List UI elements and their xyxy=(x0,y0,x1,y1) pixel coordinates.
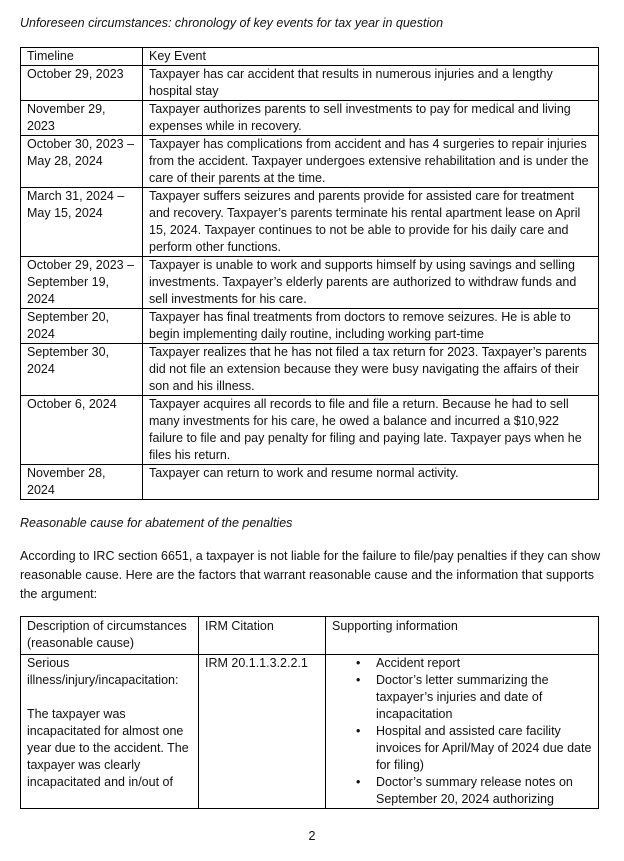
description-cell xyxy=(21,655,199,809)
table-row xyxy=(21,66,599,101)
table-header-row xyxy=(21,617,599,655)
description-title: Serious illness/injury/incapacitation: xyxy=(27,656,179,687)
table-row xyxy=(21,101,599,136)
key-event-cell: Taxpayer has final treatments from doctors to remove seizures. He is able to begin implementing daily routine, including working part-time xyxy=(143,309,599,344)
column-header-timeline: Timeline xyxy=(21,48,143,66)
table-row xyxy=(21,188,599,257)
reasonable-cause-table xyxy=(20,616,599,809)
section-heading-reasonable-cause: Reasonable cause for abatement of the penalties xyxy=(20,516,293,530)
timeline-cell: November 29, 2023 xyxy=(21,101,143,136)
page-number: 2 xyxy=(308,829,316,843)
table-header-row xyxy=(21,48,599,66)
list-item: • Doctor’s summary release notes on September 20, 2024 authorizing xyxy=(376,774,592,808)
timeline-cell: September 30, 2024 xyxy=(21,344,143,396)
timeline-cell: October 30, 2023 – May 28, 2024 xyxy=(21,136,143,188)
column-header-supporting-info: Supporting information xyxy=(326,617,599,655)
supporting-info-list xyxy=(332,655,592,808)
list-item: • Hospital and assisted care facility invoices for April/May of 2024 due date for filing) xyxy=(376,723,592,774)
key-event-cell: Taxpayer can return to work and resume normal activity. xyxy=(143,465,599,500)
column-header-irm-citation: IRM Citation xyxy=(199,617,326,655)
table-row xyxy=(21,309,599,344)
key-event-cell: Taxpayer realizes that he has not filed a tax return for 2023. Taxpayer’s parents did not file an extension because they were busy navigating the affairs of their son and his illness. xyxy=(143,344,599,396)
section-heading-chronology: Unforeseen circumstances: chronology of key events for tax year in question xyxy=(20,16,444,30)
spacer xyxy=(27,689,192,706)
table-row xyxy=(21,465,599,500)
column-header-description: Description of circumstances (reasonable cause) xyxy=(21,617,199,655)
supporting-info-cell xyxy=(326,655,599,809)
timeline-cell: October 29, 2023 – September 19, 2024 xyxy=(21,257,143,309)
column-header-key-event: Key Event xyxy=(143,48,599,66)
list-item: • Doctor’s letter summarizing the taxpayer’s injuries and date of incapacitation xyxy=(376,672,592,723)
table-row xyxy=(21,396,599,465)
timeline-cell: October 29, 2023 xyxy=(21,66,143,101)
list-item: • Accident report xyxy=(376,655,592,672)
table-row xyxy=(21,655,599,809)
key-event-cell: Taxpayer acquires all records to file and file a return. Because he had to sell many investments for his care, he owed a balance and incurred a $10,922 failure to file and pay penalty for filing and paying late. Taxpayer pays when he files his return. xyxy=(143,396,599,465)
description-body: The taxpayer was incapacitated for almost one year due to the accident. The taxpayer was clearly incapacitated and in/out of xyxy=(27,707,189,789)
timeline-cell: March 31, 2024 – May 15, 2024 xyxy=(21,188,143,257)
irm-citation-cell: IRM 20.1.1.3.2.2.1 xyxy=(199,655,326,809)
table-row xyxy=(21,136,599,188)
table-row xyxy=(21,257,599,309)
timeline-cell: October 6, 2024 xyxy=(21,396,143,465)
timeline-cell: September 20, 2024 xyxy=(21,309,143,344)
timeline-table xyxy=(20,47,599,500)
intro-paragraph: According to IRC section 6651, a taxpayer is not liable for the failure to file/pay penalties if they can show reasonable cause. Here are the factors that warrant reasonable cause and the information that supports the argument: xyxy=(20,549,601,601)
key-event-cell: Taxpayer has complications from accident and has 4 surgeries to repair injuries from the accident. Taxpayer undergoes extensive rehabilitation and is under the care of their parents at the time. xyxy=(143,136,599,188)
key-event-cell: Taxpayer suffers seizures and parents provide for assisted care for treatment and recovery. Taxpayer’s parents terminate his rental apartment lease on April 15, 2024. Taxpayer continues to not be able to provide for his daily care and perform other functions. xyxy=(143,188,599,257)
table-row xyxy=(21,344,599,396)
key-event-cell: Taxpayer has car accident that results in numerous injuries and a lengthy hospital stay xyxy=(143,66,599,101)
timeline-cell: November 28, 2024 xyxy=(21,465,143,500)
key-event-cell: Taxpayer authorizes parents to sell investments to pay for medical and living expenses while in recovery. xyxy=(143,101,599,136)
key-event-cell: Taxpayer is unable to work and supports himself by using savings and selling investments. Taxpayer’s elderly parents are authorized to withdraw funds and sell investments for his care. xyxy=(143,257,599,309)
